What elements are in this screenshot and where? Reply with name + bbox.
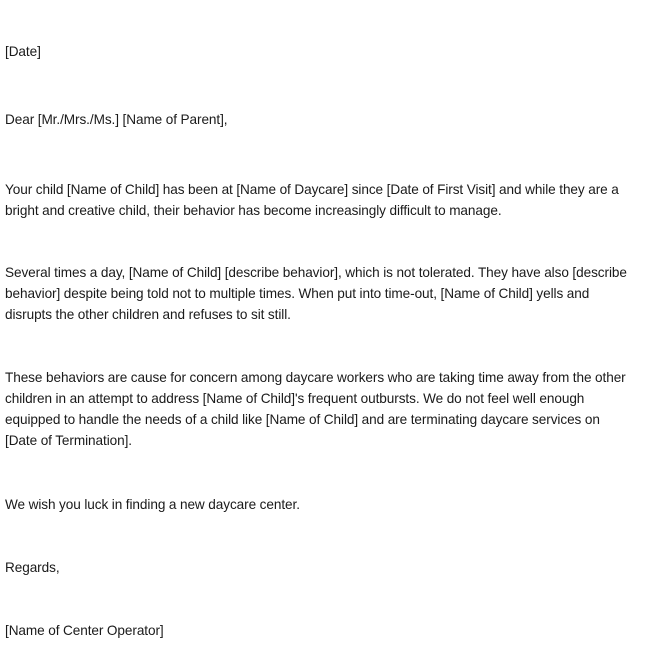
signature-line: [Name of Center Operator] (5, 623, 164, 638)
date-line: [Date] (5, 44, 41, 59)
body-paragraph-2: Several times a day, [Name of Child] [describe behavior], which is not tolerated. They have also [describe behavior] despite being told not to multiple times. When put into time-out, [Name of Child] yells and disrupts the other children and refuses to sit still. (5, 265, 627, 322)
salutation-line: Dear [Mr./Mrs./Ms.] [Name of Parent], (5, 112, 228, 127)
letter-body (5, 0, 631, 641)
body-paragraph-1: Your child [Name of Child] has been at [Name of Daycare] since [Date of First Visit] and while they are a bright and creative child, their behavior has become increasingly difficult to manage. (5, 182, 619, 218)
closing-line: We wish you luck in finding a new daycare center. (5, 497, 300, 512)
valediction-line: Regards, (5, 560, 60, 575)
body-paragraph-3: These behaviors are cause for concern among daycare workers who are taking time away from the other children in an attempt to address [Name of Child]'s frequent outbursts. We do not feel well enough equipped to handle the needs of a child like [Name of Child] and are terminating daycare services on [Date of Termination]. (5, 370, 626, 448)
